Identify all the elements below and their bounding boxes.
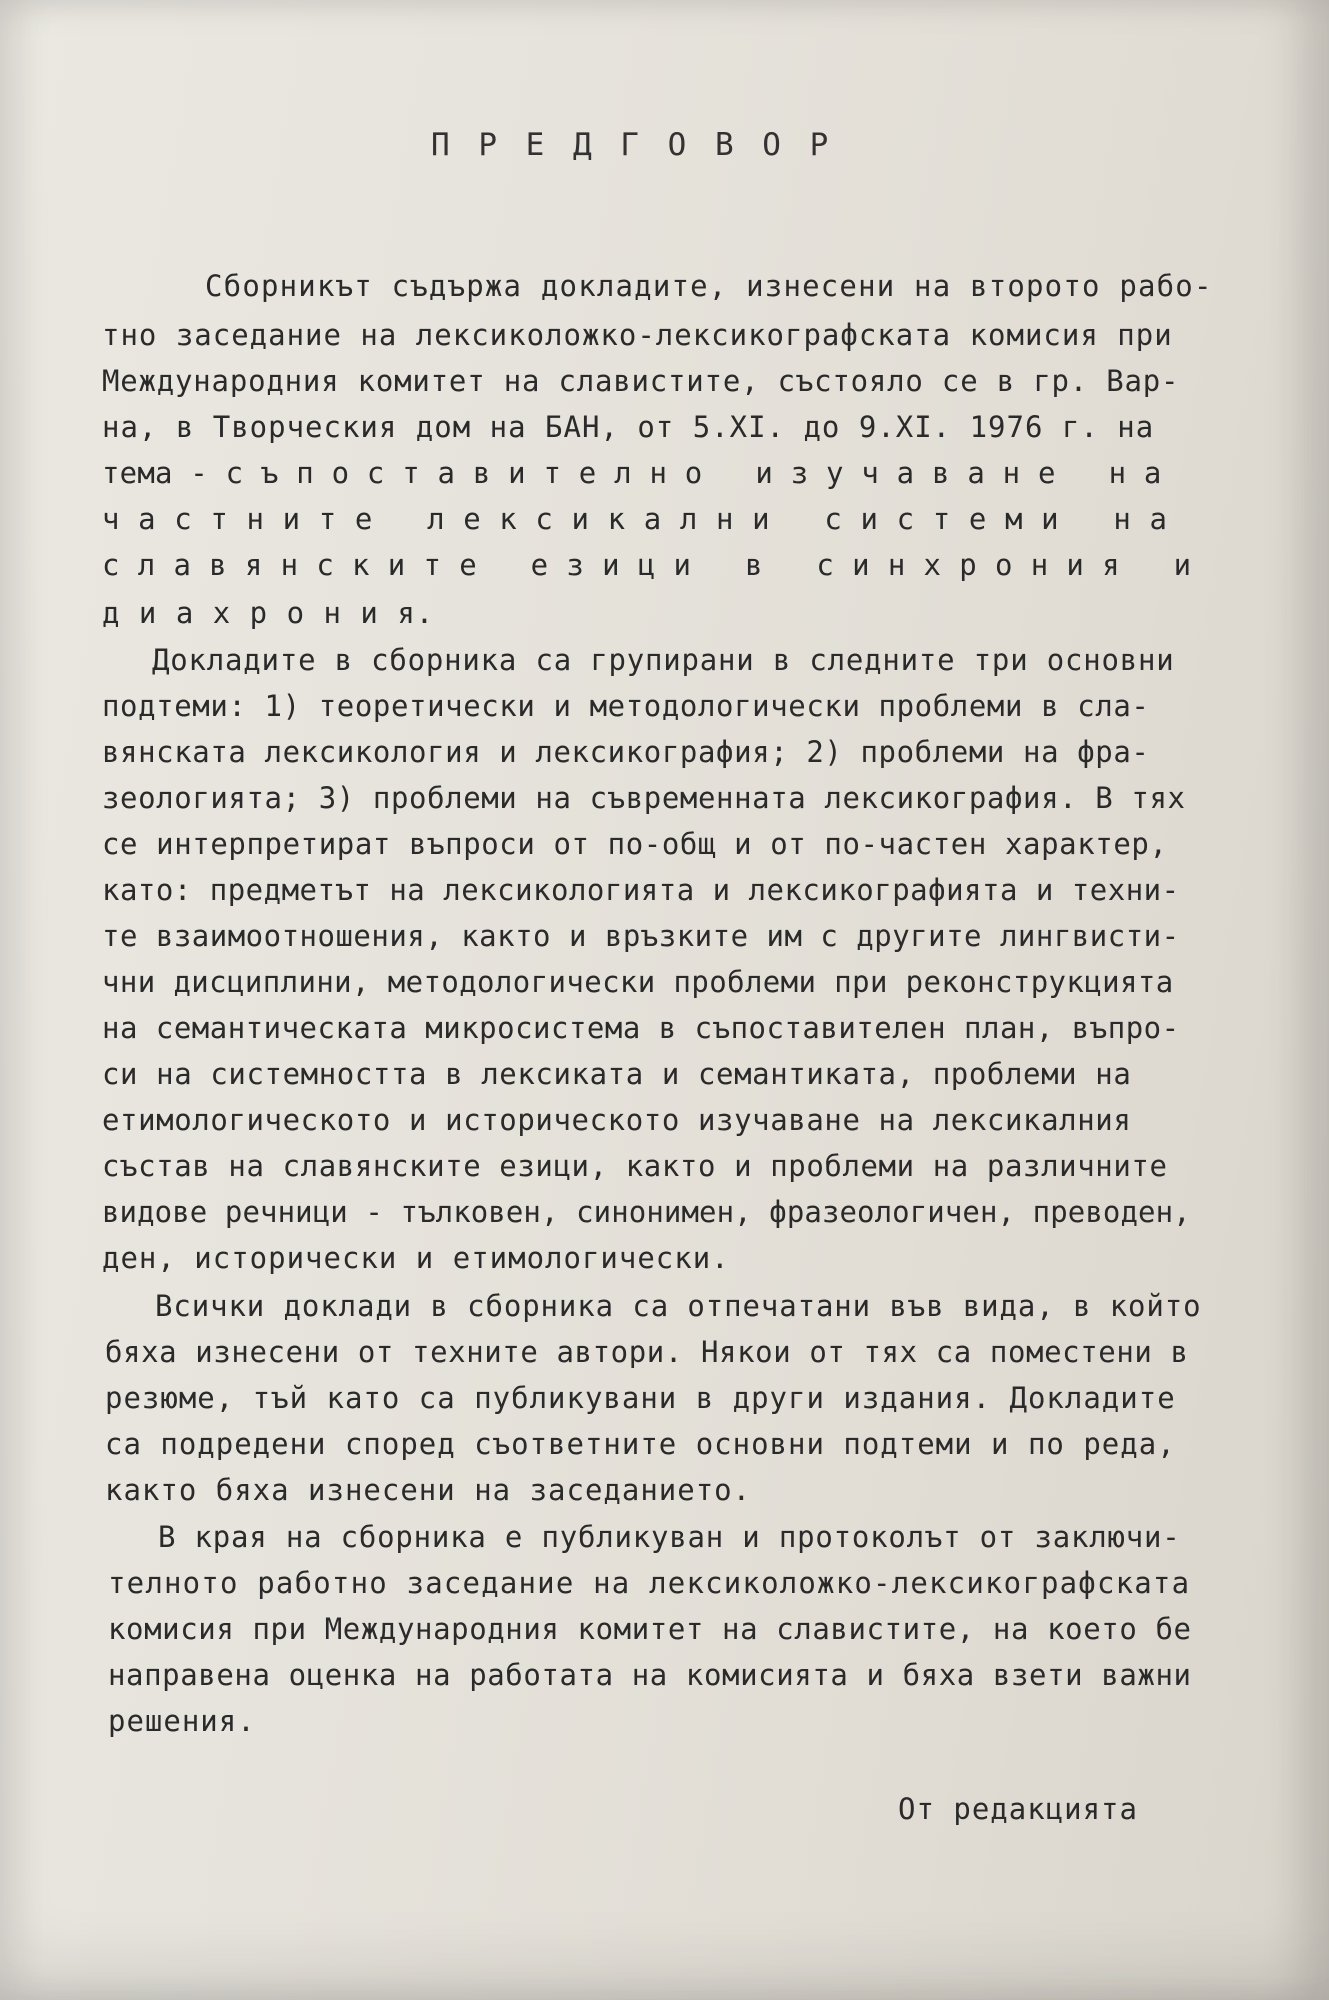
text-line: ден, исторически и етимологически. — [102, 1241, 730, 1275]
text-line: резюме, тъй като са публикувани в други издания. Докладите — [105, 1381, 1176, 1415]
text-line: като: предметът на лексикологията и лексикографията и техни- — [102, 873, 1180, 907]
text-line: д и а х р о н и я. — [102, 596, 435, 630]
text-line: чни дисциплини, методологически проблеми при реконструкцията — [102, 965, 1174, 999]
text-line: си на системността в лексиката и семантиката, проблеми на — [102, 1057, 1132, 1091]
text-line: тно заседание на лексиколожко-лексикографската комисия при — [102, 318, 1173, 352]
text-line: Сборникът съдържа докладите, изнесени на второто рабо- — [205, 269, 1213, 303]
text-line: Международния комитет на славистите, състояло се в гр. Вар- — [102, 364, 1180, 398]
text-line: Всички доклади в сборника са отпечатани във вида, в който — [155, 1289, 1202, 1323]
text-line: Докладите в сборника са групирани в следните три основни — [152, 643, 1175, 677]
text-line: както бяха изнесени на заседанието. — [105, 1473, 752, 1507]
text-line: се интерпретират въпроси от по-общ и от по-частен характер, — [102, 827, 1168, 861]
text-line: тема - с ъ п о с т а в и т е л н о и з у ч а в а н е н а — [102, 456, 1162, 490]
text-line: подтеми: 1) теоретически и методологически проблеми в сла- — [102, 689, 1150, 723]
text-line: на, в Творческия дом на БАН, от 5.XI. до 9.XI. 1976 г. на — [102, 410, 1155, 444]
text-line: бяха изнесени от техните автори. Някои от тях са поместени в — [105, 1335, 1189, 1369]
text-line: зеологията; 3) проблеми на съвременната лексикография. В тях — [102, 781, 1186, 815]
text-line: с л а в я н с к и т е е з и ц и в с и н х р о н и я и — [102, 548, 1192, 582]
text-line: на семантическата микросистема в съпоставителен план, въпро- — [102, 1011, 1180, 1045]
page-title: П Р Е Д Г О В О Р — [431, 127, 834, 163]
text-line: са подредени според съответните основни подтеми и по реда, — [105, 1427, 1176, 1461]
text-line: направена оценка на работата на комисията и бяха взети важни — [108, 1658, 1192, 1692]
text-line: състав на славянските езици, както и проблеми на различните — [102, 1149, 1168, 1183]
text-line: вянската лексикология и лексикография; 2) проблеми на фра- — [102, 735, 1150, 769]
text-line: комисия при Международния комитет на славистите, на което бе — [108, 1612, 1192, 1646]
text-line: етимологическото и историческото изучаване на лексикалния — [102, 1103, 1132, 1137]
text-line: ч а с т н и т е л е к с и к а л н и с и с т е м и н а — [102, 502, 1168, 536]
text-line: В края на сборника е публикуван и протоколът от заключи- — [158, 1520, 1181, 1554]
text-line: видове речници - тълковен, синонимен, фразеологичен, преводен, — [102, 1195, 1191, 1229]
text-line: те взаимоотношения, както и връзките им с другите лингвисти- — [102, 919, 1180, 953]
signature: От редакцията — [898, 1792, 1138, 1826]
text-line: телното работно заседание на лексиколожко-лексикографската — [108, 1566, 1191, 1600]
text-line: решения. — [108, 1704, 256, 1738]
